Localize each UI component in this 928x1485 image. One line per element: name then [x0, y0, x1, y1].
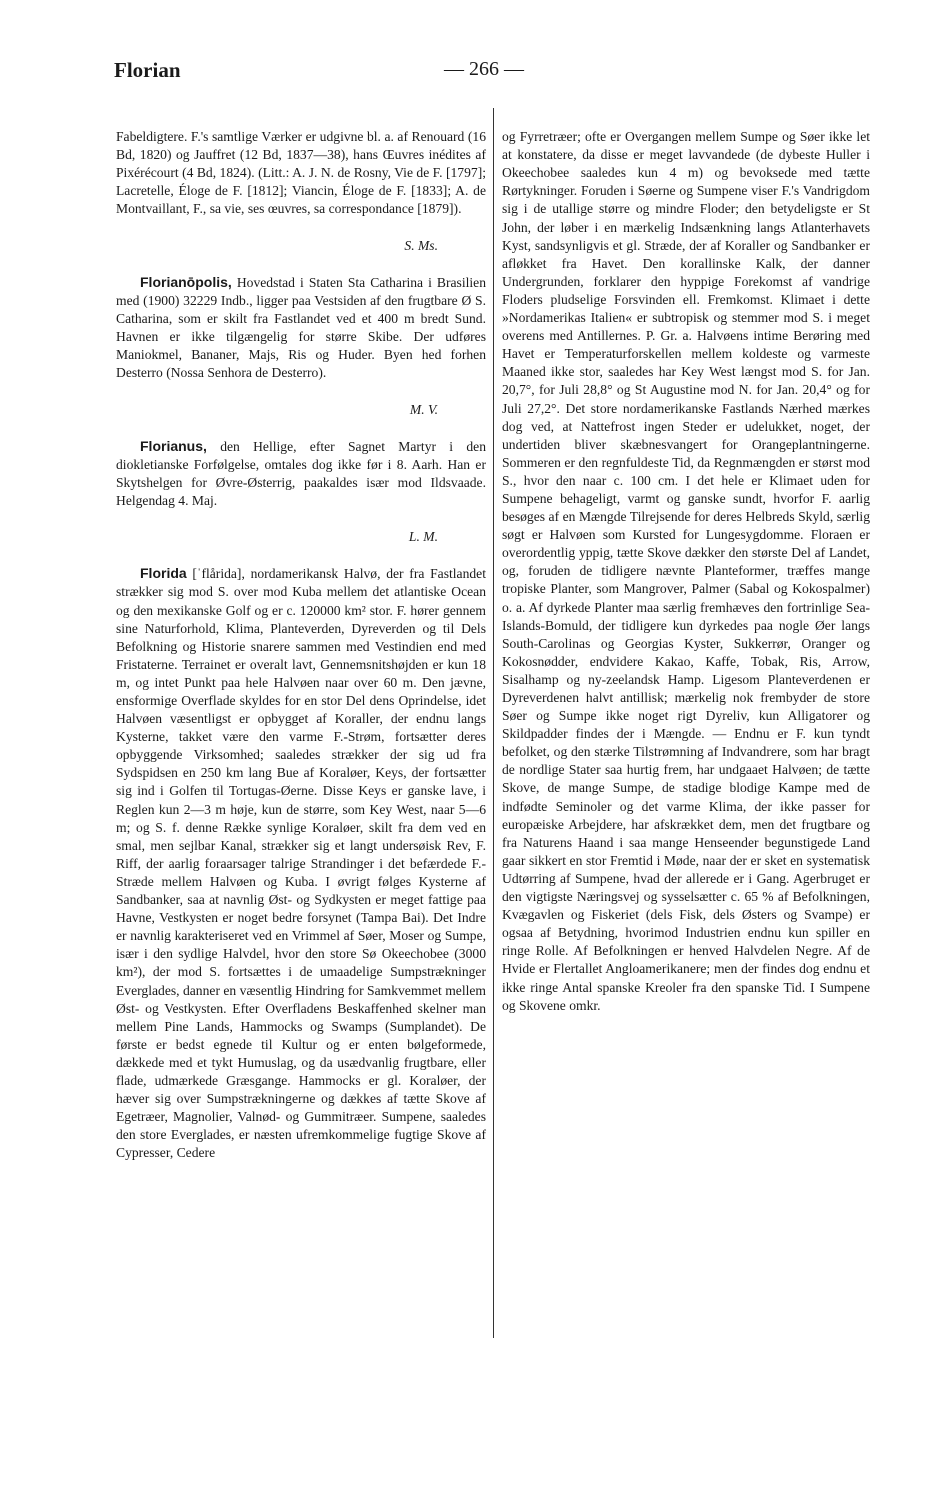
headword: Florianus, — [140, 437, 207, 454]
right-column — [502, 110, 870, 1033]
page-header — [114, 58, 814, 88]
entry-text: den Hellige, efter Sagnet Martyr i den diokletianske Forfølgelse, omtales dog ikke før i 8. Aarh. Han er Skytshelgen for Øvre-Østerrig, paakaldes især mod Ildsvaade. Helgendag 4. Maj. — [116, 438, 486, 508]
author-signature: L. M. — [408, 529, 438, 545]
left-column — [116, 110, 486, 1181]
entry-florida-continued: og Fyrretræer; ofte er Overgangen mellem Sumpe og Søer ikke let at konstatere, da disse er meget lavvandede (de dybeste Huller i Okeechobee saaledes kun 4 m) og bevoksede med tætte Rørtykninger. Foruden i Søerne og Sumpene viser F.'s Vandrigdom sig i de utallige større og mindre Floder; den betydeligste er St John, der løber i en mærkelig Indsænkning langs Atlanterhavets Kyst, sandsynligvis et gl. Stræde, der af Koraller og Sandbanker er afløkket fra Havet. Den korallinske Kalk, der danner Undergrunden, forklarer den hyppige Forekomst af vandrige Floders pludselige Forsvinden ell. Fremkomst. Klimaet i dette »Nordamerikas Italien« er subtropisk og stemmer mod S. i meget overens med Antillernes. P. Gr. a. Halvøens intime Berøring med Havet er Temperaturforskellen mellem koldeste og varmeste Maaned ikke stor, saaledes har Key West længst mod S. for Jan. 20,7°, for Juli 28,8° og St Augustine mod N. for Jan. 20,4° og for Juli 27,2°. Det store nordamerikanske Fastlands Nærhed mærkes dog ved, at Nattefrost ingen Steder er udelukket, noget, der undertiden bliver skæbnesvangert for Orangeplantningerne. Sommeren er den regnfuldeste Tid, da Regnmængden er størst mod S., hvor den naar c. 100 cm. I det hele er Klimaet uden for Sumpene behageligt, varmt og ganske sundt, hvorfor F. aarlig besøges af en Mængde Tilrejsende for deres Helbreds Skyld, særlig søgt er Halvøen som Kursted for Lungesygdomme. Floraen er overordentlig yppig, tætte Skove dækker den største Del af Landet, og, foruden de tidligere nævnte Planteformer, træffes mange tropiske Planter, som Mangrover, Palmer (Sabal og Kokospalmer) o. a. Af dyrkede Planter maa særlig fremhæves den fortrinlige Sea-Islands-Bomuld, der tidligere kun dyrkedes paa nogle Øer langs South-Carolinas og Georgias Kyster, Sukkerrør, Oranger og Kokosnødder, endvidere Kakao, Kaffe, Tobak, Ris, Arrow, Sisalhamp og ny-zeelandsk Hamp. Ligesom Planteverdenen er Dyreverdenen halvt antillisk; mærkelig nok frembyder de store Søer og Sumpe ikke noget rigt Dyreliv, kun Alligatorer og Skildpadder findes der i Mængde. — Endnu er F. kun tyndt befolket, og den stærke Tilstrømning af Indvandrere, som har bragt de nordlige Stater saa hurtig frem, har undgaaet Halvøen; de tætte Skove, de mange Sumpe, de stadige blodige Kampe med de indfødte Seminoler og det varme Klima, der ikke passer for europæiske Arbejdere, har afskrækket dem, men det frugtbare og fra Naturens Haand i saa mange Henseender begunstigede Land gaar sikkert en stor Fremtid i Møde, naar der er sket en systematisk Udtørring af Sumpene, hvad der allerede er i Gang. Agerbruget er den vigtigste Næringsvej og sysselsætter c. 65 % af Befolkningen, Kvægavlen og Fiskeriet (dels Fisk, dels Østers og Svampe) er ogsaa af Betydning, hvorimod Industrien endnu kun spiller en ringe Rolle. Af Befolkningen er henved Halvdelen Negre. Af de Hvide er Flertallet Angloamerikanere; men der findes dog endnu et ikke ringe Antal spanske Kreoler fra den spanske Tid. I Sumpene og Skovene omkr. — [502, 129, 870, 1013]
author-signature: S. Ms. — [404, 237, 438, 253]
running-head: Florian — [114, 58, 181, 82]
author-signature: M. V. — [409, 401, 438, 417]
entry-florianopolis — [116, 273, 486, 383]
entry-florian-continuation: Fabeldigtere. F.'s samtlige Værker er udgivne bl. a. af Renouard (16 Bd, 1820) og Jauffret (12 Bd, 1837—38), hans Œuvres inédites af Pixérécourt (4 Bd, 1824). (Litt.: A. J. N. de Rosny, Vie de F. [1797]; Lacretelle, Éloge de F. [1812]; Viancin, Éloge de F. [1833]; A. de Montvaillant, F., sa vie, ses œuvres, sa correspondance [1879]). — [116, 129, 486, 217]
entry-text: Hovedstad i Staten Sta Catharina i Brasilien med (1900) 32229 Indb., ligger paa Vestsiden af den frugtbare Ø S. Catharina, som er skilt fra Fastlandet ved et 400 m bredt Sund. Havnen er ikke tilgængelig for større Skibe. Der udføres Maniokmel, Bananer, Majs, Ris og Huder. Byen hed forhen Desterro (Nossa Senhora de Desterro). — [116, 274, 486, 381]
page-number: — 266 — — [444, 58, 524, 80]
entry-florianus — [116, 437, 486, 510]
column-divider — [493, 108, 494, 1338]
entry-florida — [116, 564, 486, 1162]
headword: Florianōpolis, — [140, 273, 232, 290]
headword: Florida — [140, 565, 187, 582]
entry-text: [ˈflårida], nordamerikansk Halvø, der fra Fastlandet strækker sig mod S. over mod Kuba mellem det atlantiske Ocean og den mexikanske Golf og er c. 120000 km² stor. F. hører gennem sine Naturforhold, Klima, Planteverden, Dyreverden og til Dels Befolkning og Historie snarere sammen med Vestindien end med Fristaterne. Terrainet er overalt lavt, Gennemsnitshøjden er kun 18 m, og intet Punkt paa hele Halvøen naar over 60 m. Den jævne, ensformige Overflade skyldes for en stor Del dens Oprindelse, idet Halvøen væsentligst er opbygget af Koraller, der endnu langs Kysterne, takket være den varme F.-Strøm, fortsætter deres opbyggende Virksomhed; saaledes strækker der sig ud fra Sydspidsen en 250 km lang Bue af Koraløer, Keys, der fortsætter sig ind i Golfen til Tortugas-Øerne. Disse Keys er ganske lave, i Reglen kun 2—3 m høje, kun de større, som Key West, naar 5—6 m; og S. f. denne Række synlige Koraløer, skilt fra dem ved en smal, men sejlbar Kanal, strækker sig et langt undersøisk Rev, F. Riff, der aarlig foraarsager talrige Strandinger i det befærdede F.-Stræde mellem Halvøen og Kuba. I øvrigt følges Kysterne af Sandbanker, saa at navnlig Øst- og Sydkysten er meget fattige paa Havne, Vestkysten er noget bedre forsynet (Tampa Bai). Det Indre er navnlig karakteriseret ved en Vrimmel af Søer, Moser og Sumpe, især i den sydlige Halvdel, hvor den store Sø Okeechobee (3000 km²), der mod S. fortsættes i de umaadelige Sumpstrækninger Everglades, danner en væsentlig Hindring for Samkvemmet mellem Øst- og Vestkysten. Efter Overfladens Beskaffenhed skelner man mellem Pine Lands, Hammocks og Swamps (Sumplandet). De første er bedst egnede til Kultur og er enten bølgeformede, dækkede med et tykt Humuslag, og da usædvanlig frugtbare, eller flade, udmærkede Græsgange. Hammocks er gl. Koraløer, der hæver sig over Sumpstrækningerne og dækkes af tætte Skove af Egetræer, Magnolier, Valnød- og Gummitræer. Sumpene, saaledes den store Everglades, er næsten ufremkommelige fugtige Skove af Cypresser, Cedere — [116, 566, 486, 1161]
